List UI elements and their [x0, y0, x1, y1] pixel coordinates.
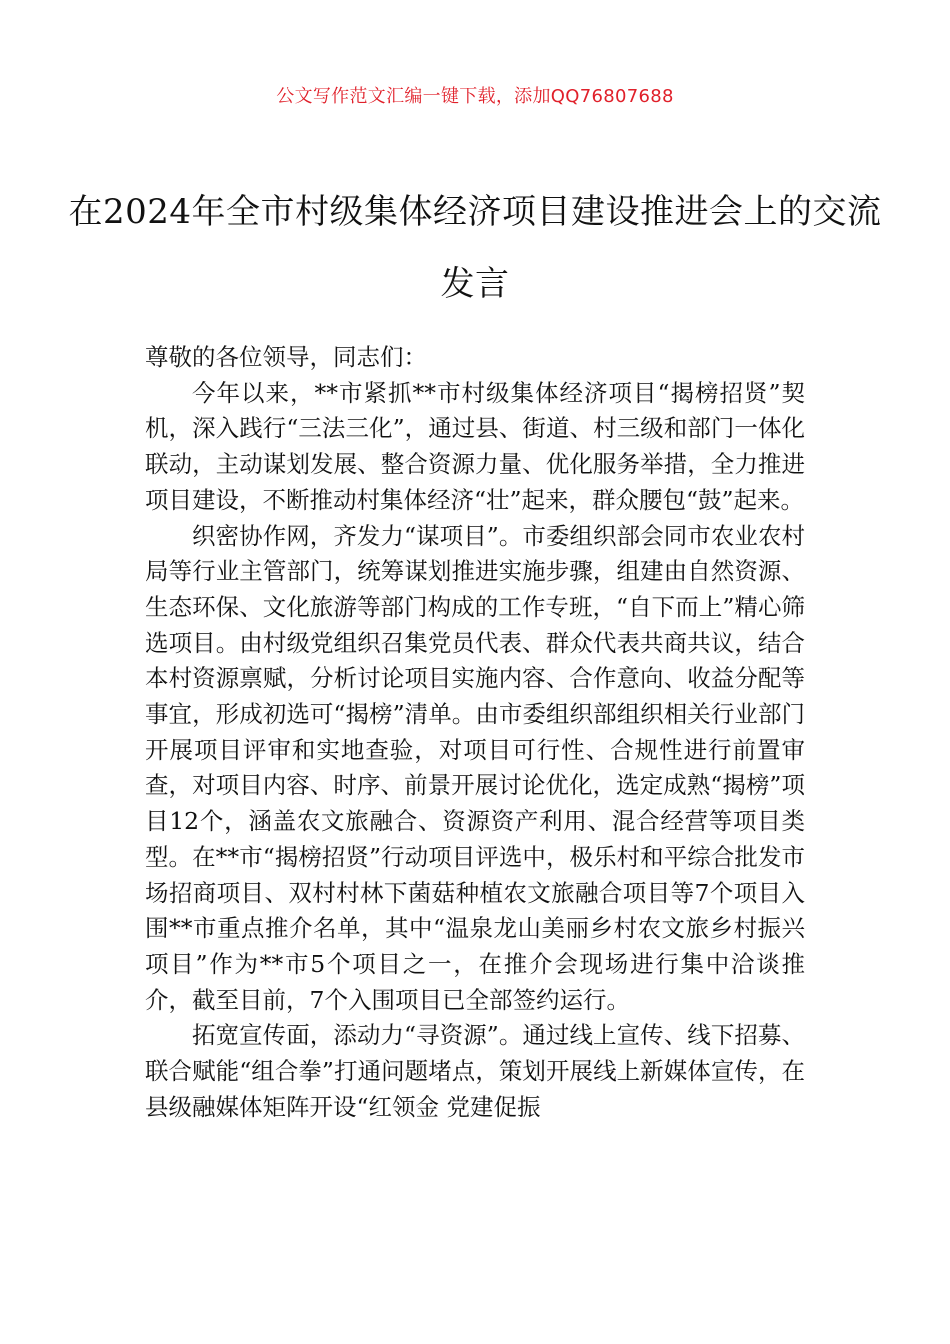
- paragraph-intro: 今年以来，**市紧抓**市村级集体经济项目“揭榜招贤”契机，深入践行“三法三化”，通过县、街道、村三级和部门一体化联动，主动谋划发展、整合资源力量、优化服务举措，全力推进项目建设，不断推动村集体经济“壮”起来，群众腰包“鼓”起来。: [145, 378, 805, 514]
- paragraph-publicity: 拓宽宣传面，添动力“寻资源”。通过线上宣传、线下招募、联合赋能“组合拳”打通问题堵点，策划开展线上新媒体宣传，在县级融媒体矩阵开设“红领金 党建促振: [145, 1021, 805, 1121]
- document-body: [145, 340, 805, 1125]
- paragraph-project-planning: 织密协作网，齐发力“谋项目”。市委组织部会同市农业农村局等行业主管部门，统筹谋划推进实施步骤，组建由自然资源、生态环保、文化旅游等部门构成的工作专班，“自下而上”精心筛选项目。由村级党组织召集党员代表、群众代表共商共议，结合本村资源禀赋，分析讨论项目实施内容、合作意向、收益分配等事宜，形成初选可“揭榜”清单。由市委组织部组织相关行业部门开展项目评审和实地查验，对项目可行性、合规性进行前置审查，对项目内容、时序、前景开展讨论优化，选定成熟“揭榜”项目12个，涵盖农文旅融合、资源资产利用、混合经营等项目类型。在**市“揭榜招贤”行动项目评选中，极乐村和平综合批发市场招商项目、双村村林下菌菇种植农文旅融合项目等7个项目入围**市重点推介名单，其中“温泉龙山美丽乡村农文旅乡村振兴项目”作为**市5个项目之一，在推介会现场进行集中洽谈推介，截至目前，7个入围项目已全部签约运行。: [145, 521, 805, 1014]
- download-promo-link[interactable]: 公文写作范文汇编一键下载，添加QQ76807688: [276, 86, 674, 107]
- document-title: 在2024年全市村级集体经济项目建设推进会上的交流发言: [68, 192, 882, 304]
- salutation: 尊敬的各位领导，同志们：: [145, 343, 427, 371]
